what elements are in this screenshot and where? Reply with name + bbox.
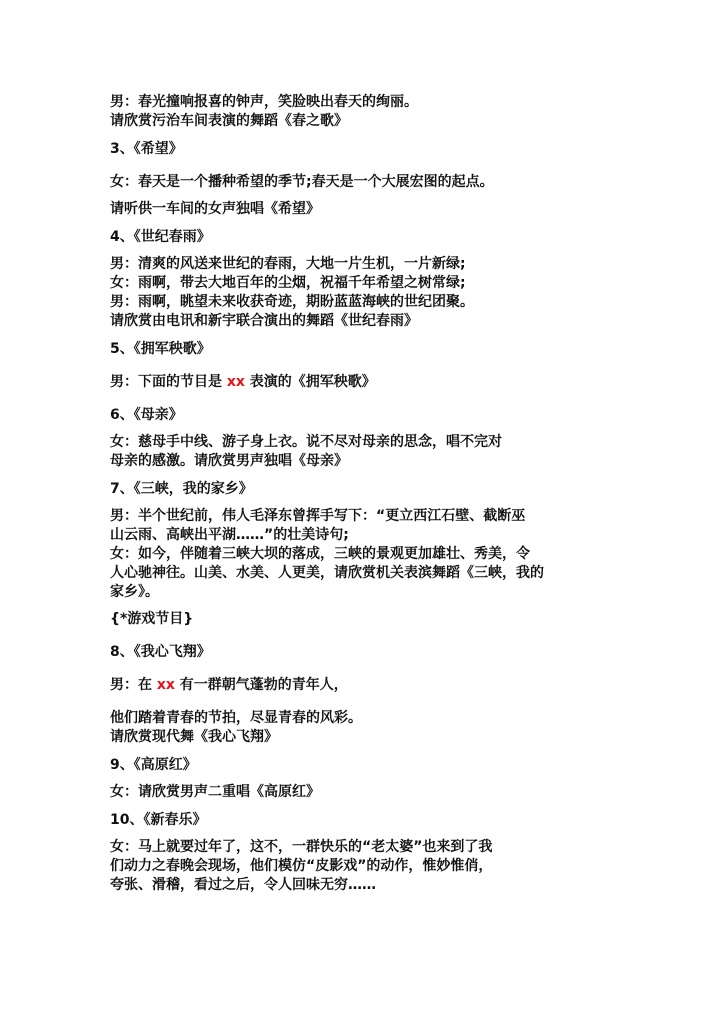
line-text: 男：下面的节目是 — [110, 374, 227, 390]
line-text: 有一群朝气蓬勃的青年人， — [174, 677, 348, 693]
paragraph-line: 女：慈母手中线、游子身上衣。说不尽对母亲的思念，唱不完对 — [110, 434, 502, 450]
highlight-placeholder: xx — [156, 677, 175, 693]
paragraph-line — [110, 373, 620, 392]
paragraph-line: 请欣赏由电讯和新宇联合演出的舞蹈《世纪春雨》 — [110, 313, 418, 329]
highlight-placeholder: xx — [226, 374, 245, 390]
paragraph-line: 们动力之春晚会现场，他们模仿“皮影戏”的动作，惟妙惟俏， — [110, 858, 493, 874]
paragraph-line: 山云雨、高峡出平湖……”的壮美诗句; — [110, 527, 349, 543]
paragraph-line: 女：马上就要过年了，这不，一群快乐的“老太婆”也来到了我 — [110, 839, 493, 855]
paragraph-line: 女：雨啊，带去大地百年的尘烟，祝福千年希望之树常绿; — [110, 275, 466, 291]
line-text: 表演的《拥军秧歌》 — [244, 374, 376, 390]
paragraph-line: 男：清爽的风送来世纪的春雨，大地一片生机，一片新绿; — [110, 256, 466, 272]
section-heading: 7、《三峡，我的家乡》 — [110, 481, 253, 497]
section-heading: 5、《拥军秧歌》 — [110, 341, 211, 357]
paragraph-line: 女：请欣赏男声二重唱《高原红》 — [110, 784, 320, 800]
section-heading: 6、《母亲》 — [110, 407, 183, 423]
paragraph-line: 女：春天是一个播种希望的季节;春天是一个大展宏图的起点。 — [110, 174, 494, 190]
section-heading: 10、《新春乐》 — [110, 812, 207, 828]
paragraph-line: 女：如今，伴随着三峡大坝的落成，三峡的景观更加雄壮、秀美，令 — [110, 546, 530, 562]
paragraph-line: 母亲的感激。请欣赏男声独唱《母亲》 — [110, 453, 348, 469]
section-heading: 9、《高原红》 — [110, 757, 197, 773]
section-heading: {*游戏节目} — [110, 611, 194, 627]
paragraph-line: 家乡》。 — [110, 584, 159, 600]
paragraph-line: 男：雨啊，眺望未来收获奇迹，期盼蓝蓝海峡的世纪团聚。 — [110, 294, 474, 310]
section-heading: 4、《世纪春雨》 — [110, 229, 211, 245]
paragraph-line: 请欣赏污治车间表演的舞蹈《春之歌》 — [110, 113, 348, 129]
paragraph-line: 请听供一车间的女声独唱《希望》 — [110, 201, 320, 217]
section-heading: 3、《希望》 — [110, 141, 183, 157]
section-heading: 8、《我心飞翔》 — [110, 644, 211, 660]
document-body — [110, 93, 620, 895]
paragraph-line: 他们踏着青春的节拍，尽显青春的风彩。 — [110, 710, 362, 726]
paragraph-line: 请欣赏现代舞《我心飞翔》 — [110, 729, 278, 745]
paragraph-line: 男：半个世纪前，伟人毛泽东曾挥手写下：“更立西江石壁、截断巫 — [110, 508, 526, 524]
paragraph-line: 男：春光撞响报喜的钟声，笑脸映出春天的绚丽。 — [110, 94, 418, 110]
line-text: 男：在 — [110, 677, 157, 693]
paragraph-line — [110, 676, 620, 695]
paragraph-line: 人心驰神往。山美、水美、人更美，请欣赏机关表滨舞蹈《三峡，我的 — [110, 565, 544, 581]
paragraph-line: 夸张、滑稽，看过之后，令人回味无穷…… — [110, 877, 376, 893]
